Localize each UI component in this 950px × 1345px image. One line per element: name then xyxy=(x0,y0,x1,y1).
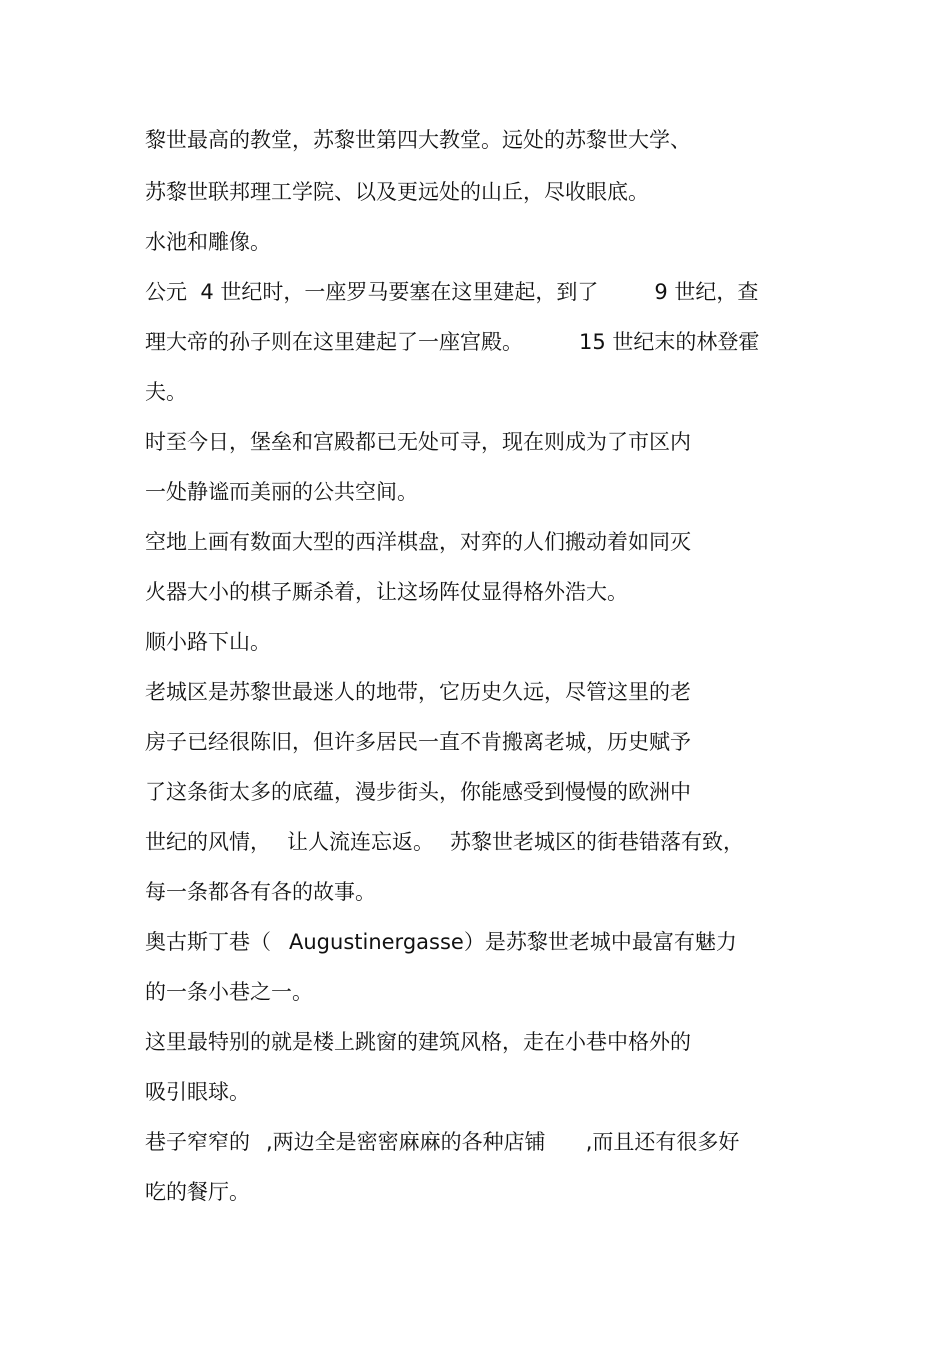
text-line: 时至今日，堡垒和宫殿都已无处可寻，现在则成为了市区内 xyxy=(145,430,691,454)
text-line: 黎世最高的教堂，苏黎世第四大教堂。远处的苏黎世大学、 xyxy=(145,128,691,152)
text-line xyxy=(145,928,737,956)
text-line: 吃的餐厅。 xyxy=(145,1180,250,1204)
text-line: 每一条都各有各的故事。 xyxy=(145,880,376,904)
text-line xyxy=(145,1128,739,1156)
text-line: 了这条街太多的底蕴，漫步街头，你能感受到慢慢的欧洲中 xyxy=(145,780,691,804)
text-line: 房子已经很陈旧，但许多居民一直不肯搬离老城，历史赋予 xyxy=(145,730,691,754)
text-segment: 巷子窄窄的 xyxy=(145,1130,250,1154)
text-line: 水池和雕像。 xyxy=(145,230,271,254)
text-segment: 奥古斯丁巷（ xyxy=(145,930,271,954)
text-segment: 世纪的风情， xyxy=(145,830,271,854)
text-segment: 理大帝的孙子则在这里建起了一座宫殿。 xyxy=(145,330,523,354)
text-segment: ,两边全是密密麻麻的各种店铺 xyxy=(266,1130,546,1154)
text-segment: Augustinergasse）是苏黎世老城中最富有魅力 xyxy=(289,930,737,954)
text-line xyxy=(145,278,758,306)
text-line: 吸引眼球。 xyxy=(145,1080,250,1104)
text-line: 老城区是苏黎世最迷人的地带，它历史久远，尽管这里的老 xyxy=(145,680,691,704)
text-line: 夫。 xyxy=(145,380,187,404)
text-segment: 苏黎世老城区的街巷错落有致， xyxy=(450,830,744,854)
text-line xyxy=(145,328,759,356)
text-line: 一处静谧而美丽的公共空间。 xyxy=(145,480,418,504)
text-segment: 公元 4 世纪时，一座罗马要塞在这里建起，到了 xyxy=(145,280,599,304)
text-segment: 9 世纪，查 xyxy=(654,280,759,304)
text-line: 空地上画有数面大型的西洋棋盘，对弈的人们搬动着如同灭 xyxy=(145,530,691,554)
text-line xyxy=(145,828,744,856)
text-segment: ,而且还有很多好 xyxy=(585,1130,740,1154)
text-line: 的一条小巷之一。 xyxy=(145,980,313,1004)
text-line: 顺小路下山。 xyxy=(145,630,271,654)
text-line: 火器大小的棋子厮杀着，让这场阵仗显得格外浩大。 xyxy=(145,580,628,604)
text-line: 这里最特别的就是楼上跳窗的建筑风格，走在小巷中格外的 xyxy=(145,1030,691,1054)
text-line: 苏黎世联邦理工学院、以及更远处的山丘，尽收眼底。 xyxy=(145,180,649,204)
text-segment: 让人流连忘返。 xyxy=(287,830,434,854)
text-segment: 15 世纪末的林登霍 xyxy=(579,330,760,354)
